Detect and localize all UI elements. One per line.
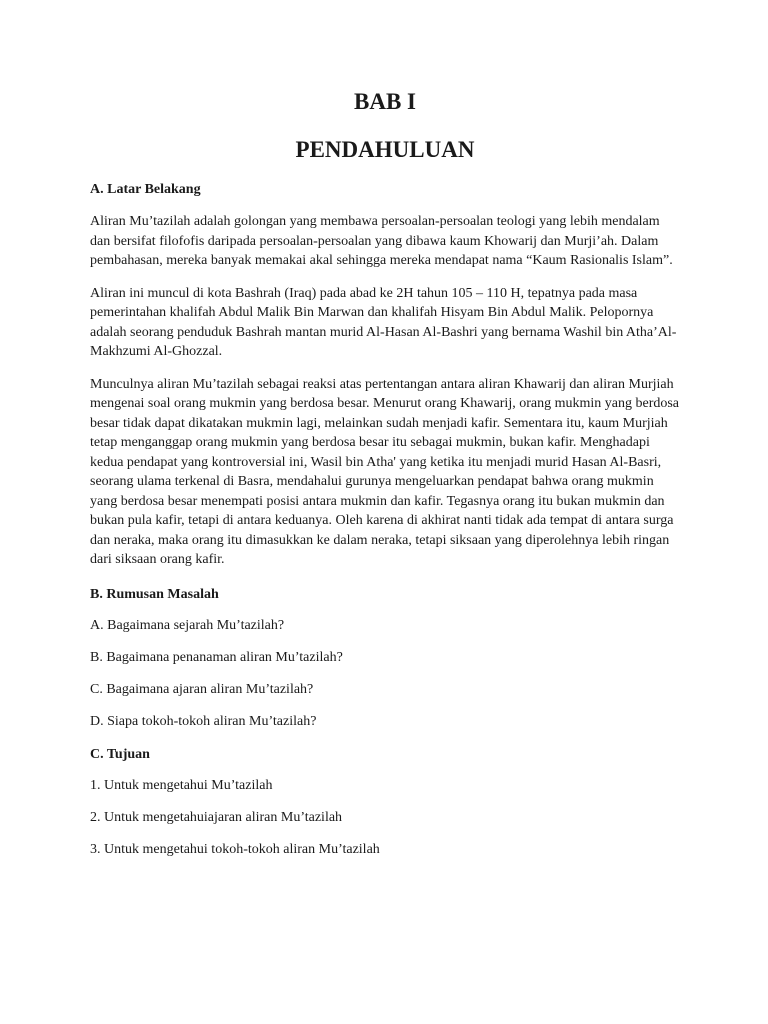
section-heading-latar-belakang: A. Latar Belakang	[90, 182, 201, 197]
list-item: A. Bagaimana sejarah Mu’tazilah?	[90, 617, 285, 633]
list-item: D. Siapa tokoh-tokoh aliran Mu’tazilah?	[90, 713, 317, 729]
section-latar-belakang	[90, 181, 680, 570]
list-item: 3. Untuk mengetahui tokoh-tokoh aliran Mu’tazilah	[90, 841, 380, 857]
chapter-title: PENDAHULUAN	[295, 137, 475, 162]
section-heading-tujuan: C. Tujuan	[90, 746, 150, 762]
chapter-number: BAB I	[354, 89, 416, 114]
list-item: B. Bagaimana penanaman aliran Mu’tazilah?	[90, 649, 343, 665]
paragraph: Aliran Mu’tazilah adalah golongan yang membawa persoalan-persoalan teologi yang lebih mendalam dan bersifat filofofis daripada persoalan-persoalan yang dibawa kaum Khowarij dan Murji’ah. Dalam pembahasan, mereka banyak memakai akal sehingga mereka mendapat nama “Kaum Rasionalis Islam”.	[90, 214, 673, 268]
rumusan-masalah-list	[90, 617, 680, 731]
section-tujuan	[90, 746, 680, 859]
paragraph: Aliran ini muncul di kota Bashrah (Iraq) pada abad ke 2H tahun 105 – 110 H, tepatnya pada masa pemerintahan khalifah Abdul Malik Bin Marwan dan khalifah Hisyam Bin Abdul Malik. Pelopornya adalah seorang penduduk Bashrah mantan murid Al-Hasan Al-Bashri yang bernama Washil bin Atha’Al-Makhzumi Al-Ghozzal.	[90, 285, 677, 359]
tujuan-list	[90, 777, 680, 859]
section-heading-rumusan-masalah: B. Rumusan Masalah	[90, 586, 219, 602]
list-item: 1. Untuk mengetahui Mu’tazilah	[90, 777, 273, 793]
paragraph: Munculnya aliran Mu’tazilah sebagai reaksi atas pertentangan antara aliran Khawarij dan aliran Murjiah mengenai soal orang mukmin yang berdosa besar. Menurut orang Khawarij, orang mukmin yang berdosa besar tidak dapat dikatakan mukmin lagi, melainkan sudah menjadi kafir. Sementara itu, kaum Murjiah tetap menganggap orang mukmin yang berdosa besar itu sebagai mukmin, bukan kafir. Menghadapi kedua pendapat yang kontroversial ini, Wasil bin Atha' yang ketika itu menjadi murid Hasan Al-Basri, seorang ulama terkenal di Basra, mendahalui gurunya mengeluarkan pendapat bahwa orang mukmin yang berdosa besar menempati posisi antara mukmin dan kafir. Tegasnya orang itu bukan mukmin dan bukan pula kafir, tetapi di antara keduanya. Oleh karena di akhirat nanti tidak ada tempat di antara surga dan neraka, maka orang itu dimasukkan ke dalam neraka, tetapi siksaan yang diperolehnya lebih ringan dari siksaan orang kafir.	[90, 376, 680, 567]
list-item: C. Bagaimana ajaran aliran Mu’tazilah?	[90, 681, 314, 697]
section-rumusan-masalah	[90, 586, 680, 731]
list-item: 2. Untuk mengetahuiajaran aliran Mu’tazilah	[90, 809, 343, 825]
